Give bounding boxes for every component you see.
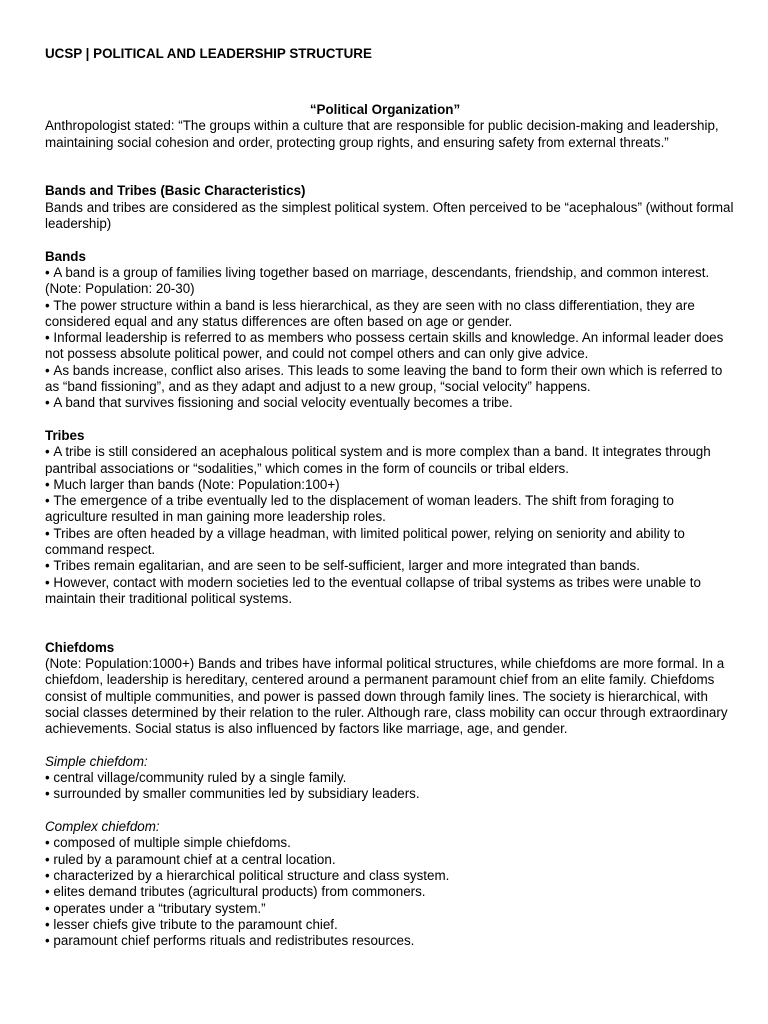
bands-bullet: • A band that survives fissioning and social velocity eventually becomes a tribe. — [45, 395, 735, 411]
bands-heading: Bands — [45, 248, 86, 264]
document-title: UCSP | POLITICAL AND LEADERSHIP STRUCTURE — [45, 46, 372, 61]
complex-chiefdom-bullet: • operates under a “tributary system.” — [45, 901, 735, 917]
tribes-bullet: • The emergence of a tribe eventually led to the displacement of woman leaders. The shift from foraging to agriculture resulted in man gaining more leadership roles. — [45, 493, 735, 526]
bands-tribes-text: Bands and tribes are considered as the simplest political system. Often perceived to be “acephalous” (without formal leadership) — [45, 199, 734, 232]
political-organization-definition: Anthropologist stated: “The groups within a culture that are responsible for public decision-making and leadership, maintaining social cohesion and order, protecting group rights, and ensuring safety from external threats.” — [45, 118, 719, 150]
tribes-bullet: • Tribes are often headed by a village headman, with limited political power, relying on seniority and ability to command respect. — [45, 526, 735, 559]
bands-tribes-heading: Bands and Tribes (Basic Characteristics) — [45, 183, 306, 199]
simple-chiefdom-bullet: • surrounded by smaller communities led by subsidiary leaders. — [45, 786, 735, 802]
chiefdoms-text: (Note: Population:1000+) Bands and tribes have informal political structures, while chiefdoms are more formal. In a chiefdom, leadership is hereditary, centered around a permanent paramount chief from an elite family. Chiefdoms consist of multiple communities, and power is passed down through family lines. The society is hierarchical, with social classes determined by their relation to the ruler. Although rare, class mobility can occur through extraordinary achievements. Social status is also influenced by factors like marriage, age, and gender. — [45, 656, 728, 737]
complex-chiefdom-bullet: • composed of multiple simple chiefdoms. — [45, 835, 735, 851]
tribes-bullet: • Tribes remain egalitarian, and are seen to be self-sufficient, larger and more integrated than bands. — [45, 558, 735, 574]
complex-chiefdom-bullet: • paramount chief performs rituals and redistributes resources. — [45, 933, 735, 949]
complex-chiefdom-bullet: • characterized by a hierarchical political structure and class system. — [45, 868, 735, 884]
tribes-heading: Tribes — [45, 427, 85, 443]
tribes-bullet: • However, contact with modern societies led to the eventual collapse of tribal systems as tribes were unable to maintain their traditional political systems. — [45, 575, 735, 608]
bands-bullet: • The power structure within a band is less hierarchical, as they are seen with no class differentiation, they are considered equal and any status differences are often based on age or gender. — [45, 298, 735, 331]
chiefdoms-heading: Chiefdoms — [45, 639, 115, 655]
complex-chiefdom-heading: Complex chiefdom: — [45, 819, 160, 835]
complex-chiefdom-bullet: • elites demand tributes (agricultural products) from commoners. — [45, 884, 735, 900]
complex-chiefdom-bullet: • ruled by a paramount chief at a central location. — [45, 852, 735, 868]
tribes-bullet: • Much larger than bands (Note: Population:100+) — [45, 477, 735, 493]
bands-bullet: • A band is a group of families living together based on marriage, descendants, friendship, and common interest.(Note: Population: 20-30) — [45, 265, 735, 298]
complex-chiefdom-bullet: • lesser chiefs give tribute to the paramount chief. — [45, 917, 735, 933]
document-body — [45, 102, 735, 949]
bands-bullet: • As bands increase, conflict also arises. This leads to some leaving the band to form their own which is referred to as “band fissioning”, and as they adapt and adjust to a new group, “social velocity” happens. — [45, 363, 735, 396]
bands-bullet: • Informal leadership is referred to as members who possess certain skills and knowledge. An informal leader does not possess absolute political power, and could not compel others and can only give advice. — [45, 330, 735, 363]
simple-chiefdom-bullet: • central village/community ruled by a single family. — [45, 770, 735, 786]
political-organization-title: “Political Organization” — [309, 102, 461, 117]
simple-chiefdom-heading: Simple chiefdom: — [45, 753, 148, 769]
tribes-bullet: • A tribe is still considered an acephalous political system and is more complex than a band. It integrates through pantribal associations or “sodalities,” which comes in the form of councils or tribal elders. — [45, 444, 735, 477]
